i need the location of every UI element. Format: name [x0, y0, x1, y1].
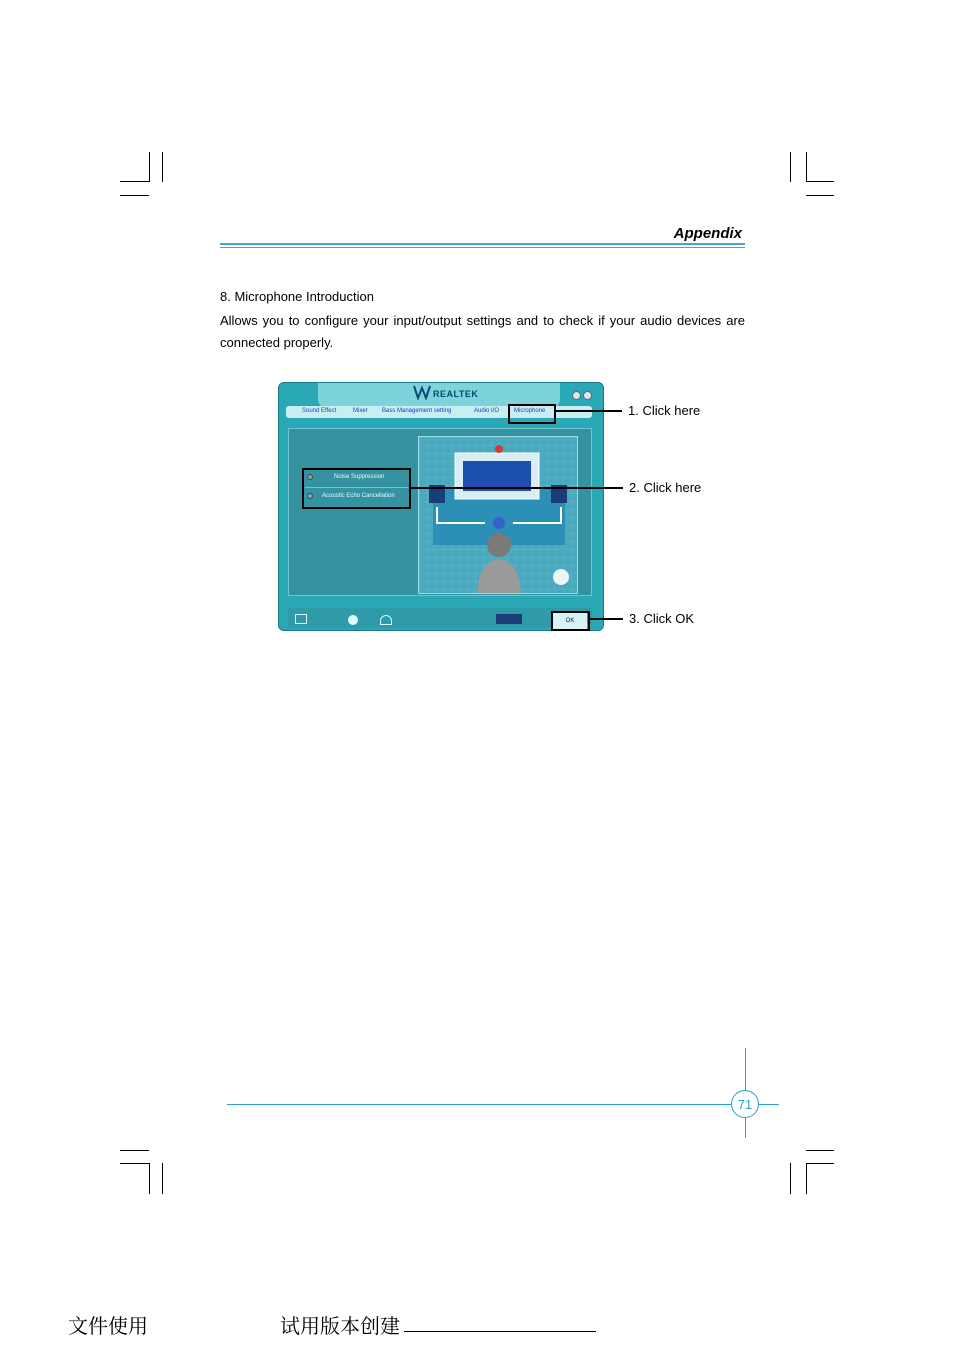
crop-mark	[120, 1150, 149, 1151]
crop-mark	[806, 1150, 834, 1151]
crop-mark	[120, 181, 149, 182]
footer-rule	[227, 1104, 779, 1105]
footer-left-text: 文件使用	[68, 1314, 148, 1338]
footer-middle-text: 试用版本创建	[280, 1314, 400, 1338]
crop-mark	[806, 181, 834, 182]
crop-mark	[790, 1163, 791, 1194]
crop-mark	[790, 152, 791, 182]
crop-mark	[806, 195, 834, 196]
crop-mark	[806, 1163, 807, 1194]
header-rule	[220, 243, 745, 245]
ok-button[interactable]: OK	[553, 613, 587, 629]
minimize-icon[interactable]	[572, 391, 581, 400]
crop-mark	[149, 152, 150, 182]
close-icon[interactable]	[583, 391, 592, 400]
crop-mark	[162, 152, 163, 182]
tab-audio-io[interactable]: Audio I/O	[474, 408, 500, 414]
tab-mixer[interactable]: Mixer	[353, 408, 368, 414]
header-title: Appendix	[673, 225, 742, 242]
callout-1-text: 1. Click here	[628, 403, 701, 418]
globe-icon[interactable]	[348, 615, 358, 625]
echo-cancellation-label: Acoustic Echo Cancellation	[322, 493, 395, 499]
headphone-icon[interactable]	[380, 615, 392, 625]
realtek-logo-icon	[412, 384, 432, 400]
callout-box-microphone-tab	[508, 404, 556, 424]
brand-badge-icon	[496, 614, 522, 624]
callout-box-ok	[551, 611, 590, 631]
callout-box-options	[302, 468, 411, 509]
crop-mark	[149, 1163, 150, 1194]
callout-line	[411, 487, 623, 489]
page-number: 71	[737, 1097, 753, 1112]
crop-mark	[806, 1163, 834, 1164]
bottom-toolbar	[288, 608, 592, 628]
callout-3-text: 3. Click OK	[629, 611, 695, 626]
callout-line	[590, 618, 623, 620]
realtek-logo-text: REALTEK	[433, 389, 479, 399]
crop-mark	[120, 1163, 149, 1164]
crop-mark	[162, 1163, 163, 1194]
header-rule	[220, 247, 745, 248]
info-icon[interactable]	[295, 614, 307, 624]
section-body: Allows you to configure your input/output settings and to check if your audio devices are connected properly.	[220, 313, 745, 350]
section-title: 8. Microphone Introduction	[220, 289, 374, 304]
crop-mark	[806, 152, 807, 182]
noise-suppression-label: Noise Suppression	[334, 474, 385, 480]
tab-bass-management[interactable]: Bass Management setting	[382, 408, 452, 414]
crop-mark	[120, 195, 149, 196]
microphone-scene-illustration	[418, 436, 578, 594]
callout-2-text: 2. Click here	[629, 480, 702, 495]
tab-microphone[interactable]: Microphone	[514, 408, 546, 414]
callout-line	[556, 410, 622, 412]
tab-sound-effect[interactable]: Sound Effect	[302, 408, 337, 414]
footer-underline	[404, 1331, 596, 1332]
